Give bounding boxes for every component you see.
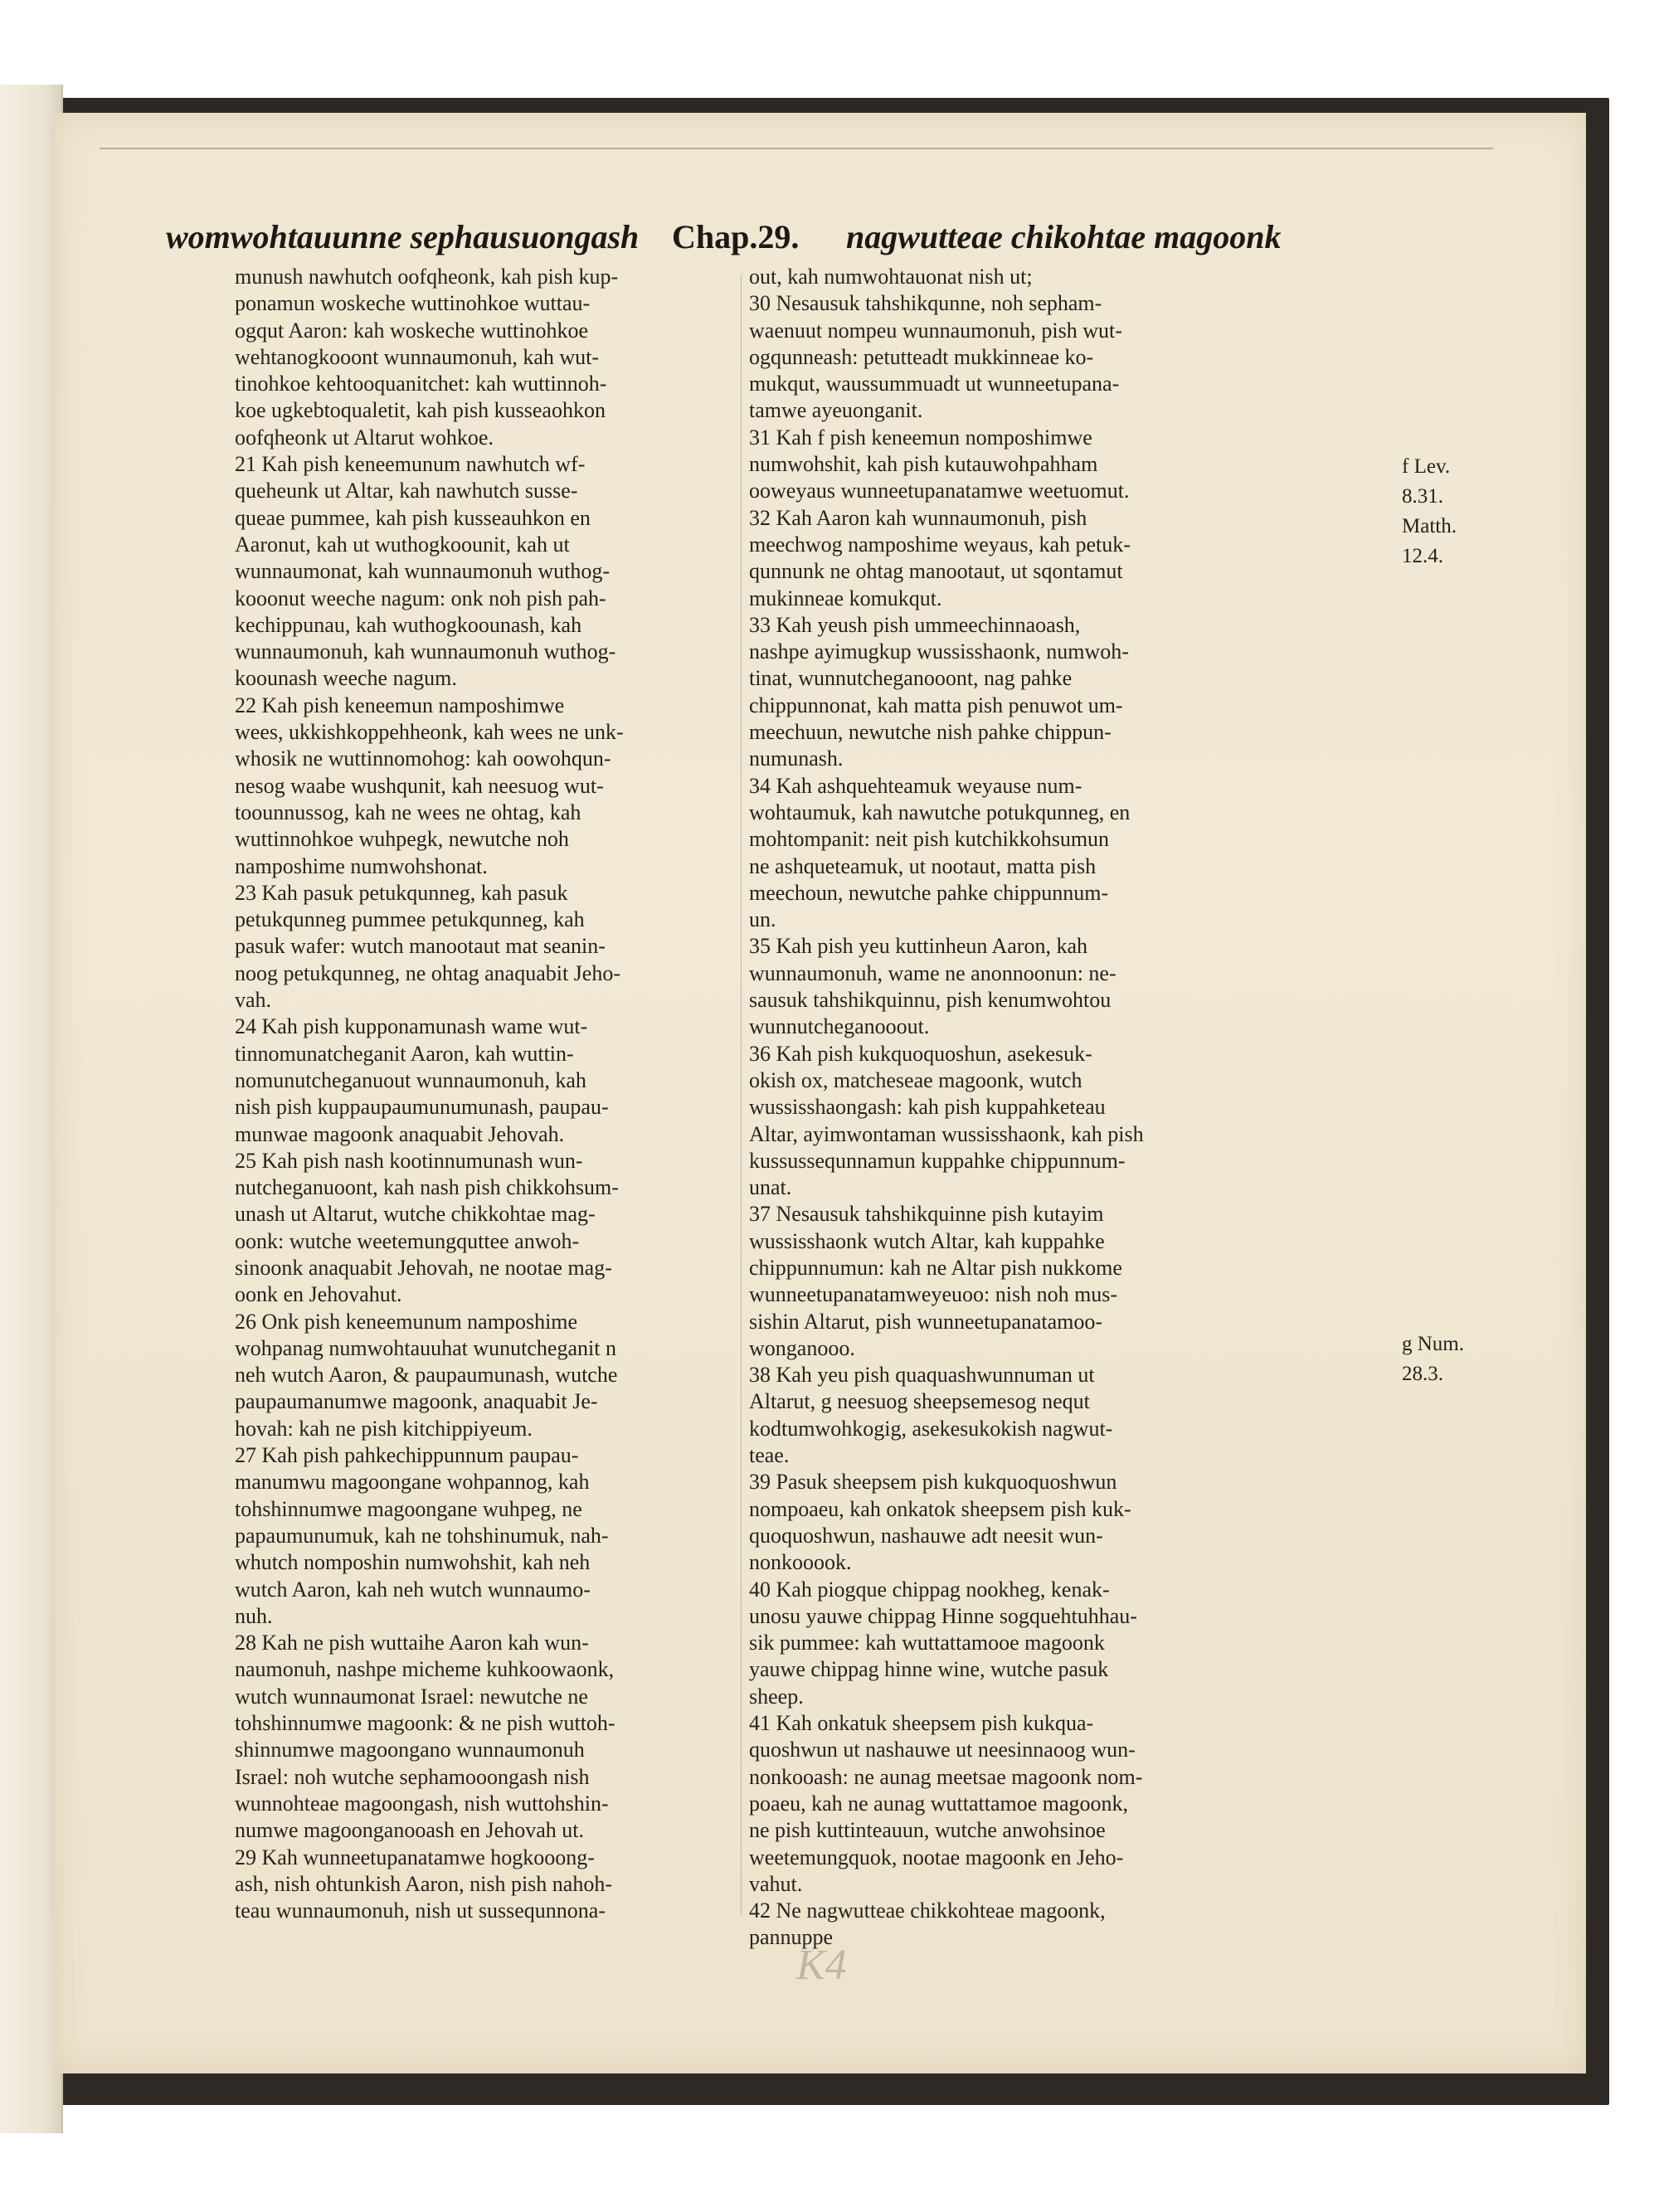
text-line: chippunnumun: kah ne Altar pish nukkome (749, 1255, 1122, 1280)
margin-note: 28.3. (1402, 1363, 1443, 1385)
text-line: unat. (749, 1175, 792, 1200)
text-line: nomunutcheganuout wunnaumonuh, kah (235, 1067, 586, 1092)
text-line: ooweyaus wunneetupanatamwe weetuomut. (749, 479, 1130, 503)
text-line: un. (749, 907, 776, 932)
text-line: Altar, ayimwontaman wussisshaonk, kah pish (749, 1121, 1144, 1146)
header-left-title: womwohtauunne sephausuongash (166, 218, 640, 255)
text-line: sausuk tahshikquinnu, pish kenumwohtou (749, 988, 1112, 1013)
text-line: sheep. (749, 1684, 804, 1709)
text-line: numunash. (749, 746, 844, 771)
text-line: quoshwun ut nashauwe ut neesinnaoog wun- (749, 1738, 1136, 1762)
text-line: 22 Kah pish keneemun namposhimwe (235, 693, 565, 717)
text-line: nutcheganuoont, kah nash pish chikkohsum- (235, 1175, 619, 1200)
text-line: nompoaeu, kah onkatok sheepsem pish kuk- (749, 1496, 1131, 1521)
text-line: shinnumwe magoongano wunnaumonuh (235, 1738, 585, 1762)
text-line: wunnohteae magoongash, nish wuttohshin- (235, 1791, 609, 1816)
text-line: tinat, wunnutcheganooont, nag pahke (749, 666, 1073, 691)
text-line: mohtompanit: neit pish kutchikkohsumun (749, 827, 1110, 852)
text-line: teae. (749, 1443, 790, 1468)
text-line: 34 Kah ashquehteamuk weyause num- (749, 773, 1082, 798)
text-line: tohshinnumwe magoongane wuhpeg, ne (235, 1496, 582, 1521)
text-line: qunnunk ne ohtag manootaut, ut sqontamut (749, 559, 1123, 584)
text-line: 42 Ne nagwutteae chikkohteae magoonk, (749, 1898, 1106, 1923)
text-line: pannuppe (749, 1925, 834, 1950)
margin-notes (1402, 452, 1510, 1385)
text-line: koounash weeche nagum. (235, 666, 457, 691)
text-line: 23 Kah pasuk petukqunneg, kah pasuk (235, 880, 568, 905)
text-line: poaeu, kah ne aunag wuttattamoe magoonk, (749, 1791, 1129, 1816)
text-line: 29 Kah wunneetupanatamwe hogkooong- (235, 1845, 595, 1869)
text-line: paupaumanumwe magoonk, anaquabit Je- (235, 1389, 598, 1414)
text-line: tamwe ayeuonganit. (749, 398, 923, 423)
right-text-column (749, 264, 1388, 1952)
text-line: oofqheonk ut Altarut wohkoe. (235, 425, 494, 450)
text-line: wussisshaonk wutch Altar, kah kuppahke (749, 1228, 1105, 1253)
text-line: vah. (235, 988, 272, 1013)
text-line: toounnussog, kah ne wees ne ohtag, kah (235, 800, 581, 824)
text-line: namposhime numwohshonat. (235, 853, 488, 878)
text-line: 38 Kah yeu pish quaquashwunnuman ut (749, 1363, 1095, 1388)
text-line: papaumunumuk, kah ne tohshinumuk, nah- (235, 1523, 609, 1548)
text-line: mukqut, waussummuadt ut wunneetupana- (749, 372, 1120, 396)
text-line: nesog waabe wushqunit, kah neesuog wut- (235, 773, 604, 798)
text-line: whosik ne wuttinnomohog: kah oowohqun- (235, 746, 611, 771)
text-line: wohtaumuk, kah nawutche potukqunneg, en (749, 800, 1131, 824)
text-line: wunnaumonuh, wame ne anonnoonun: ne- (749, 960, 1117, 985)
text-line: 32 Kah Aaron kah wunnaumonuh, pish (749, 505, 1087, 530)
text-line: ne pish kuttinteauun, wutche anwohsinoe (749, 1818, 1106, 1843)
text-line: wutch wunnaumonat Israel: newutche ne (235, 1684, 588, 1709)
text-line: munush nawhutch oofqheonk, kah pish kup- (235, 265, 619, 289)
text-line: koe ugkebtoqualetit, kah pish kusseaohkon (235, 398, 606, 423)
text-line: wunnaumonat, kah wunnaumonuh wuthog- (235, 559, 611, 584)
running-header (166, 217, 1327, 259)
flyleaf-page-edge (0, 85, 63, 2133)
text-line: petukqunneg pummee petukqunneg, kah (235, 907, 585, 932)
text-line: quoquoshwun, nashauwe adt neesit wun- (749, 1523, 1103, 1548)
text-line: neh wutch Aaron, & paupaumunash, wutche (235, 1363, 618, 1388)
text-line: manumwu magoongane wohpannog, kah (235, 1470, 590, 1495)
text-line: numwe magoonganooash en Jehovah ut. (235, 1818, 584, 1843)
text-line: kechippunau, kah wuthogkoounash, kah (235, 612, 582, 637)
text-line: tinohkoe kehtooquanitchet: kah wuttinnoh- (235, 372, 607, 396)
page-top-rule (100, 148, 1493, 149)
text-line: 28 Kah ne pish wuttaihe Aaron kah wun- (235, 1631, 589, 1655)
text-line: 21 Kah pish keneemunum nawhutch wf- (235, 452, 586, 477)
margin-note: 12.4. (1402, 545, 1443, 567)
text-line: wohpanag numwohtauuhat wunutcheganit n (235, 1335, 616, 1360)
chapter-number: Chap.29. (672, 218, 800, 255)
text-line: waenuut nompeu wunnaumonuh, pish wut- (749, 318, 1122, 343)
text-line: tohshinnumwe magoonk: & ne pish wuttoh- (235, 1711, 615, 1736)
text-line: 24 Kah pish kupponamunash wame wut- (235, 1014, 588, 1039)
text-line: 39 Pasuk sheepsem pish kukquoquoshwun (749, 1470, 1117, 1495)
text-line: out, kah numwohtauonat nish ut; (749, 265, 1033, 289)
text-line: mukinneae komukqut. (749, 586, 942, 610)
signature-mark: K4 (796, 1942, 847, 1989)
text-line: vahut. (749, 1871, 803, 1896)
margin-note: f Lev. (1402, 455, 1451, 478)
text-line: oonk en Jehovahut. (235, 1282, 402, 1307)
text-line: wussisshaongash: kah pish kuppahketeau (749, 1095, 1106, 1120)
text-line: nonkooash: ne aunag meetsae magoonk nom- (749, 1764, 1143, 1789)
text-line: nuh. (235, 1603, 273, 1628)
text-line: wonganooo. (749, 1335, 855, 1360)
text-line: 37 Nesausuk tahshikquinne pish kutayim (749, 1202, 1104, 1227)
text-line: 30 Nesausuk tahshikqunne, noh sepham- (749, 291, 1102, 316)
text-line: sik pummee: kah wuttattamooe magoonk (749, 1631, 1105, 1655)
text-line: whutch nomposhin numwohshit, kah neh (235, 1550, 591, 1575)
text-line: ash, nish ohtunkish Aaron, nish pish nahoh- (235, 1871, 612, 1896)
text-line: teau wunnaumonuh, nish ut sussequnnona- (235, 1898, 606, 1923)
text-line: unosu yauwe chippag Hinne sogquehtuhhau- (749, 1603, 1137, 1628)
text-line: ogqut Aaron: kah woskeche wuttinohkoe (235, 318, 589, 343)
text-line: kooonut weeche nagum: onk noh pish pah- (235, 586, 606, 610)
text-line: kussussequnnamun kuppahke chippunnum- (749, 1148, 1126, 1173)
text-line: 36 Kah pish kukquoquoshun, asekesuk- (749, 1041, 1092, 1066)
text-line: naumonuh, nashpe micheme kuhkoowaonk, (235, 1657, 615, 1682)
text-line: ponamun woskeche wuttinohkoe wuttau- (235, 291, 591, 316)
text-line: wunnaumonuh, kah wunnaumonuh wuthog- (235, 639, 616, 664)
text-line: meechuun, newutche nish pahke chippun- (749, 720, 1112, 745)
text-line: pasuk wafer: wutch manootaut mat seanin- (235, 934, 606, 959)
text-line: Altarut, g neesuog sheepsemesog nequt (749, 1389, 1090, 1414)
text-line: sishin Altarut, pish wunneetupanatamoo- (749, 1309, 1103, 1334)
header-right-title: nagwutteae chikohtae magoonk (846, 218, 1282, 255)
text-line: chippunnonat, kah matta pish penuwot um- (749, 693, 1123, 717)
text-line: nashpe ayimugkup wussisshaonk, numwoh- (749, 639, 1129, 664)
text-line: 40 Kah piogque chippag nookheg, kenak- (749, 1577, 1110, 1602)
text-line: wunneetupanatamweyeuoo: nish noh mus- (749, 1282, 1118, 1307)
text-line: 31 Kah f pish keneemun nomposhimwe (749, 425, 1092, 450)
text-line: 41 Kah onkatuk sheepsem pish kukqua- (749, 1711, 1094, 1736)
text-line: numwohshit, kah pish kutauwohpahham (749, 452, 1098, 477)
text-line: tinnomunatcheganit Aaron, kah wuttin- (235, 1041, 574, 1066)
text-line: 26 Onk pish keneemunum namposhime (235, 1309, 578, 1334)
text-line: 27 Kah pish pahkechippunnum paupau- (235, 1443, 579, 1468)
text-line: wuttinnohkoe wuhpegk, newutche noh (235, 827, 569, 852)
text-line: wehtanogkooont wunnaumonuh, kah wut- (235, 344, 600, 369)
text-line: yauwe chippag hinne wine, wutche pasuk (749, 1657, 1109, 1682)
text-line: okish ox, matcheseae magoonk, wutch (749, 1067, 1082, 1092)
text-line: meechoun, newutche pahke chippunnum- (749, 880, 1109, 905)
text-line: 35 Kah pish yeu kuttinheun Aaron, kah (749, 934, 1087, 959)
text-line: ne ashqueteamuk, ut nootaut, matta pish (749, 853, 1097, 878)
text-line: oonk: wutche weetemungquttee anwoh- (235, 1228, 580, 1253)
text-line: Israel: noh wutche sephamooongash nish (235, 1764, 590, 1789)
margin-note: 8.31. (1402, 485, 1443, 508)
text-line: wunnutcheganooout. (749, 1014, 930, 1039)
text-line: nonkooook. (749, 1550, 852, 1575)
text-line: noog petukqunneg, ne ohtag anaquabit Jeho- (235, 960, 620, 985)
text-line: kodtumwohkogig, asekesukokish nagwut- (749, 1416, 1113, 1441)
text-line: unash ut Altarut, wutche chikkohtae mag- (235, 1202, 596, 1227)
text-line: weetemungquok, nootae magoonk en Jeho- (749, 1845, 1124, 1869)
margin-note: g Num. (1402, 1333, 1464, 1355)
text-line: queae pummee, kah pish kusseauhkon en (235, 505, 591, 530)
text-line: wees, ukkishkoppehheonk, kah wees ne unk- (235, 720, 624, 745)
column-divider (741, 274, 742, 1916)
text-line: sinoonk anaquabit Jehovah, ne nootae mag- (235, 1255, 612, 1280)
text-line: munwae magoonk anaquabit Jehovah. (235, 1121, 565, 1146)
text-line: wutch Aaron, kah neh wutch wunnaumo- (235, 1577, 591, 1602)
text-line: 33 Kah yeush pish ummeechinnaoash, (749, 612, 1081, 637)
text-line: hovah: kah ne pish kitchippiyeum. (235, 1416, 533, 1441)
text-line: Aaronut, kah ut wuthogkoounit, kah ut (235, 532, 570, 557)
margin-note: Matth. (1402, 515, 1457, 537)
text-line: nish pish kuppaupaumunumunash, paupau- (235, 1095, 609, 1120)
text-line: 25 Kah pish nash kootinnumunash wun- (235, 1148, 583, 1173)
text-line: ogqunneash: petutteadt mukkinneae ko- (749, 344, 1094, 369)
text-line: queheunk ut Altar, kah nawhutch susse- (235, 479, 578, 503)
text-line: meechwog namposhime weyaus, kah petuk- (749, 532, 1131, 557)
